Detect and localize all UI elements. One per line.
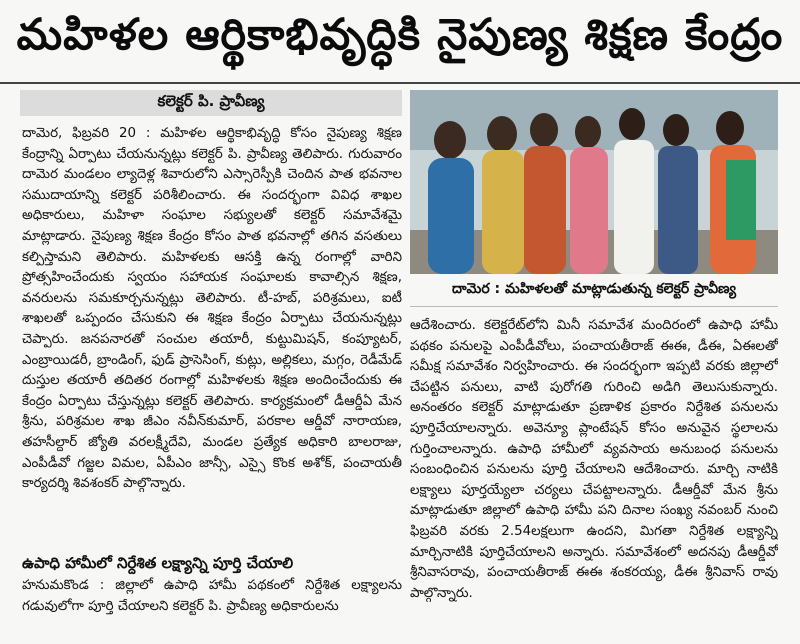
headline-rule	[0, 82, 800, 84]
news-photo	[410, 90, 778, 274]
paragraph: ఆదేశించారు. కలెక్టరేట్‌లోని మినీ సమావేశ మందిరంలో ఉపాధి హామీ పథకం పనులపై ఎంపీడీవోలు, పంచాయతీరాజ్ ఈఈ, డీఈ, ఏఈలతో సమీక్ష సమావేశం నిర్వహించారు. ఈ సందర్భంగా ఇప్పటి వరకు జిల్లాలో చేపట్టిన పనులు, వాటి పురోగతి గురించి అడిగి తెలుసుకున్నారు. అనంతరం కలెక్టర్ మాట్లాడుతూ ప్రణాళిక ప్రకారం నిర్దేశిత పనులను పూర్తిచేయాలన్నారు. అవెన్యూ ప్లాంటేషన్ కోసం అనువైన స్థలాలను గుర్తించాలన్నారు. ఉపాధి హామీలో వ్యవసాయ అనుబంధ పనులను సంబంధించిన పనులను పూర్తి చేయాలని ఆదేశించారు. మార్చి నాటికి లక్ష్యాలు పూర్తయ్యేలా చర్యలు చేపట్టాలన్నారు. డీఆర్డీవో మేన శ్రీను మాట్లాడుతూ జిల్లాలో ఉపాధి హామీ పని దినాల సంఖ్య నవంబర్ నుంచి ఫిబ్రవరి వరకు 2.54లక్షలుగా ఉందని, మిగతా నిర్దేశిత లక్ష్యాన్ని మార్చినాటికి పూర్తిచేయాలని అన్నారు. సమావేశంలో అదనపు డీఆర్డీవో శ్రీనివాసరావు, పంచాయతీరాజ్ ఈఈ శంకరయ్య, డీఈ శ్రీనివాస్ రావు పాల్గొన్నారు.	[410, 318, 778, 601]
article-body-left	[22, 124, 402, 542]
headline: మహిళల ఆర్థికాభివృద్ధికి నైపుణ్య శిక్షణ కేంద్రం	[16, 10, 784, 60]
byline: కలెక్టర్ పి. ప్రావీణ్య	[20, 90, 402, 116]
paragraph: దామెర, ఫిబ్రవరి 20 : మహిళల ఆర్థికాభివృద్ధి కోసం నైపుణ్య శిక్షణ కేంద్రాన్ని ఏర్పాటు చేయనున్నట్లు కలెక్టర్ పి. ప్రావీణ్య తెలిపారు. గురువారం దామెర మండలం ల్యాదెళ్ల శివారులోని ఎస్సారెస్పీకి చెందిన పాత భవనాల సముదాయాన్ని కలెక్టర్ పరిశీలించారు. ఈ సందర్భంగా వివిధ శాఖల అధికారులు, మహిళా సంఘాల సభ్యులతో కలెక్టర్ సమావేశమై మాట్లాడారు. నైపుణ్య శిక్షణ కేంద్రం కోసం పాత భవనాల్లో తగిన వసతులు కల్పిస్తామని తెలిపారు. మహిళలకు ఆసక్తి ఉన్న రంగాల్లో వారిని ప్రోత్సహించేందుకు స్వయం సహాయక సంఘాలకు కావాల్సిన శిక్షణ, వనరులను సమకూర్చనున్నట్లు తెలిపారు. టీ-హబ్, పరిశ్రమలు, ఐటీ శాఖలతో ఒప్పందం చేసుకుని ఈ శిక్షణ కేంద్రం ఏర్పాటు చేయనున్నట్లు చెప్పారు. జనపనారతో సంచుల తయారీ, కుట్టుమిషన్, కంప్యూటర్, ఎంబ్రాయిడరీ, బ్రాండింగ్, ఫుడ్ ప్రాసెసింగ్, కుట్లు, అల్లికలు, మగ్గం, రెడీమేడ్ దుస్తుల తయారీ తదితర రంగాల్లో మహిళలకు శిక్షణ అందించేందుకు ఈ కేంద్రం ఏర్పాటు చేస్తున్నట్లు కలెక్టర్ తెలిపారు. కార్యక్రమంలో డీఆర్డీఏ మేన శ్రీను, పరిశ్రమల శాఖ జీఎం నవీన్‌కుమార్, పరకాల ఆర్డీవో నారాయణ, తహసీల్దార్ జ్యోతి వరలక్ష్మీదేవి, మండల ప్రత్యేక అధికారి బాలరాజు, ఎంపీడీవో గజ్జల విమల, ఏపీఎం జాన్సీ, ఎస్సై కొంక అశోక్, పంచాయతీ కార్యదర్శి శివశంకర్ పాల్గొన్నారు.	[22, 126, 402, 492]
subheading: ఉపాధి హామీలో నిర్దేశిత లక్ష్యాన్ని పూర్తి చేయాలి	[22, 554, 294, 572]
photo-illustration	[410, 90, 778, 274]
article-body-right	[410, 316, 778, 642]
photo-caption: దామెర : మహిళలతో మాట్లాడుతున్న కలెక్టర్ ప్రావీణ్య	[410, 274, 778, 307]
article-body-left-2	[22, 576, 402, 642]
paragraph: హనుమకొండ : జిల్లాలో ఉపాధి హామీ పథకంలో నిర్దేశిత లక్ష్యాలను గడువులోగా పూర్తి చేయాలని కలెక్టర్ పి. ప్రావీణ్య అధికారులను	[22, 578, 402, 614]
